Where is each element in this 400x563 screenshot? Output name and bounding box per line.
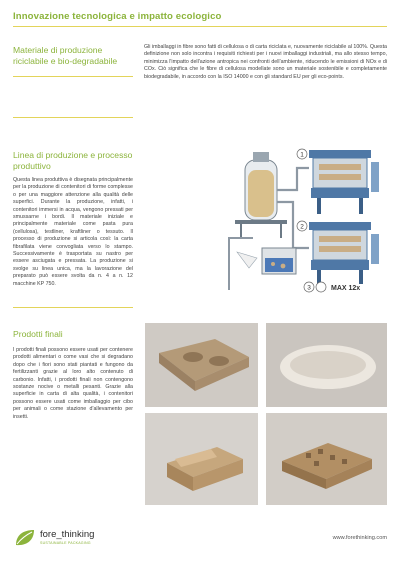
product-photo-tray: [145, 323, 258, 407]
title-divider: [13, 26, 387, 27]
company-logo: [13, 527, 123, 549]
svg-text:1: 1: [300, 151, 304, 159]
product-photo-box: [145, 413, 258, 505]
forming-machine-1: [309, 150, 379, 214]
pulp-tank: [235, 152, 287, 238]
section-heading-production: Linea di produzione e processo produttivo: [13, 150, 133, 171]
section-text-products: I prodotti finali possono essere usati per contenere prodotti alimentari o come vasi che si degradano dopo che i fiori sono stati piantati e fungono da fertilizzanti grazie al loro alto contenuto di carbonio. Infatti, i prodotti finali non contengono sostanze nocive o metalli pesanti. Grazie alla superficie in carta di alta qualità, i contenitori possono essere usati come imballaggio per cibo per animali o come stazione d'allevamento per insetti.: [13, 347, 133, 420]
callout-3: [304, 282, 314, 292]
production-line-diagram: [217, 140, 387, 300]
section-divider: [13, 307, 133, 308]
max-machines-label: MAX 12x: [331, 285, 361, 292]
logo-tagline: SUSTAINABLE PACKAGING: [40, 541, 91, 545]
product-photo-bowl: [266, 323, 387, 407]
callout-2: [297, 221, 307, 231]
section-divider: [13, 76, 133, 77]
mixing-vat: [237, 248, 296, 274]
page-title: Innovazione tecnologica e impatto ecologico: [13, 11, 222, 22]
product-photo-trays-stack: [266, 413, 387, 505]
section-heading-material: Materiale di produzione riciclabile e bio-degradabile: [13, 45, 118, 66]
forming-machine-2: [309, 222, 379, 284]
callout-1: [297, 149, 307, 159]
section-text-production: Questa linea produttiva è disegnata principalmente per la produzione di contenitori di forme complesse o per una maggiore attenzione alla qualità delle superfici. Durante la produzione, infatti, i contenitori immersi in acqua, vengono pressati per smussarne i bordi. Il materiale iniziale e principalmente materiale come pasta pura (cellulosa), testliner, kraftliner o tessuto. Il processo di produzione si articola così: la carta fibrafilata viene convogliata verso lo stampo. Successivamente è trasportata su nastro per essere asciugata e pressata. La produzione si svolge su linea unica, ma la lavorazione del preparato può essere svolta da n. 4 a n. 12 macchine KP 750.: [13, 177, 133, 287]
section-heading-products: Prodotti finali: [13, 329, 63, 339]
footer-url[interactable]: www.forethinking.com: [332, 535, 387, 541]
callout-blank: [316, 282, 326, 292]
section-text-material: Gli imballaggi in fibre sono fatti di cellulosa o di carta riciclata e, nuovamente riciclabile al 100%. Questa definizione non solo incontra i requisiti richiesti per i nuovi imballaggi industriali, ma allo stesso tempo, minimizza l'impatto dell'azione antropica nei confronti dell'ambiente, riducendo le emissioni di NOx e di COx. Ciò significa che le fibre di cellulosa modellate sono un materiale sostenibile e completamente biodegradabile, in accordo con la ISO 14000 e con gli standard EU per gli eco-points.: [144, 44, 387, 80]
svg-text:2: 2: [300, 223, 304, 231]
svg-text:3: 3: [307, 284, 311, 292]
leaf-logo-icon: [13, 527, 37, 549]
logo-text: fore_thinking: [40, 529, 95, 540]
section-divider: [13, 117, 133, 118]
